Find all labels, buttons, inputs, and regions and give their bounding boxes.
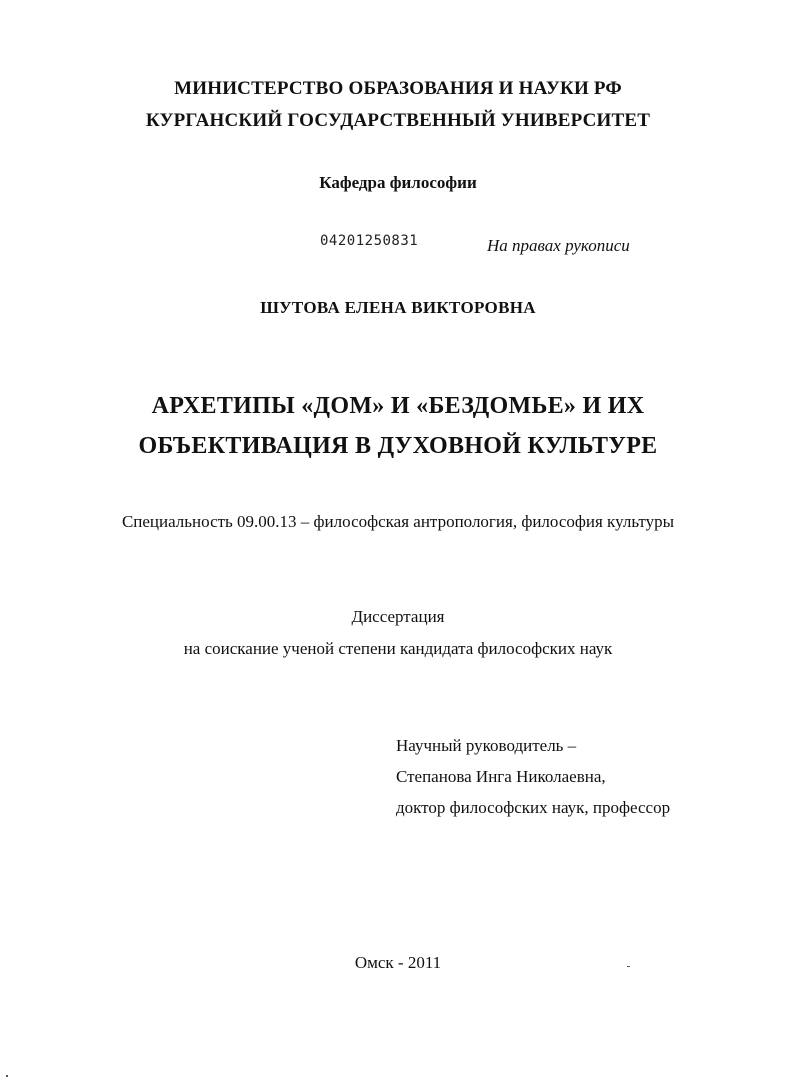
city-year: Омск - 2011 <box>354 953 442 972</box>
manuscript-rights-note: На правах рукописи <box>487 236 630 255</box>
supervisor-credentials: доктор философских наук, профессор <box>396 798 671 817</box>
dissertation-title-line-1: АРХЕТИПЫ «ДОМ» И «БЕЗДОМЬЕ» И ИХ <box>151 393 645 419</box>
author-name: ШУТОВА ЕЛЕНА ВИКТОРОВНА <box>260 298 536 317</box>
supervisor-label: Научный руководитель – <box>396 736 577 755</box>
scan-speck <box>6 1075 8 1077</box>
university-heading: КУРГАНСКИЙ ГОСУДАРСТВЕННЫЙ УНИВЕРСИТЕТ <box>145 110 651 131</box>
department-heading: Кафедра философии <box>319 173 477 192</box>
supervisor-name: Степанова Инга Николаевна, <box>396 767 606 786</box>
degree-type: Диссертация <box>351 607 445 626</box>
specialty-line: Специальность 09.00.13 – философская антропология, философия культуры <box>121 512 675 531</box>
registration-number-stamp: 04201250831 <box>320 233 419 249</box>
ministry-heading: МИНИСТЕРСТВО ОБРАЗОВАНИЯ И НАУКИ РФ <box>174 78 622 99</box>
scan-speck <box>627 966 630 967</box>
degree-description: на соискание ученой степени кандидата философских наук <box>183 639 613 658</box>
dissertation-title-line-2: ОБЪЕКТИВАЦИЯ В ДУХОВНОЙ КУЛЬТУРЕ <box>138 433 658 459</box>
